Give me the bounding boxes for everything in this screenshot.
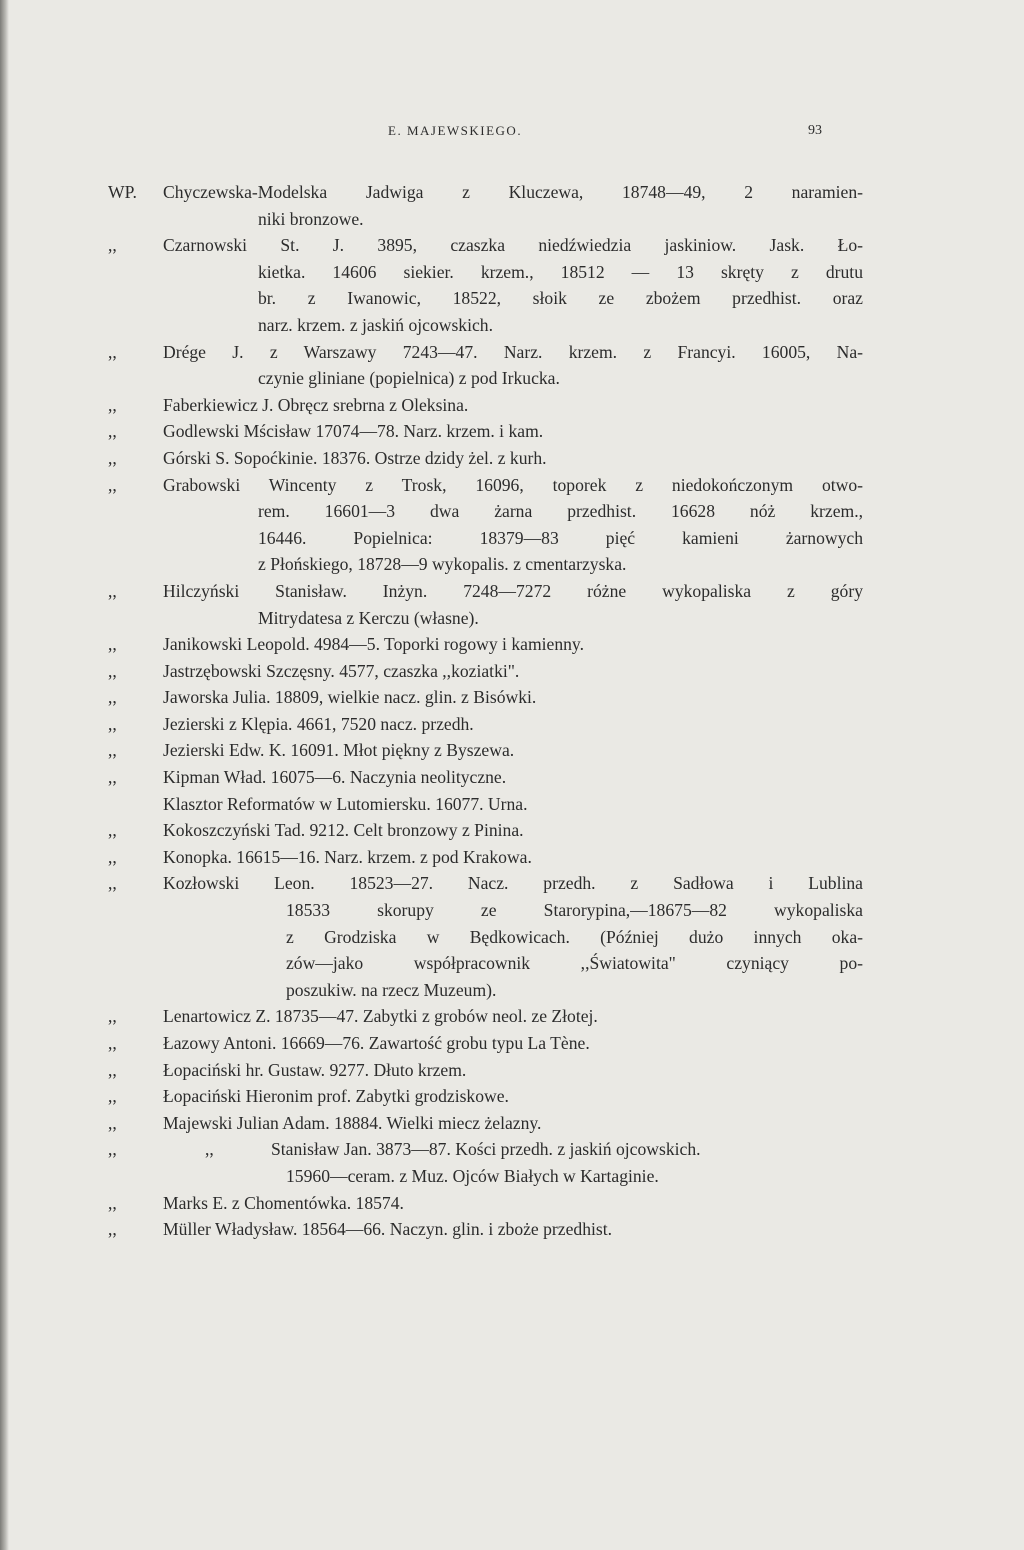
list-item xyxy=(0,817,1024,844)
entry-line: kietka. 14606 siekier. krzem., 18512 — 13 skręty z drutu xyxy=(258,261,863,282)
running-title: E. MAJEWSKIEGO. xyxy=(388,123,523,138)
entry-marker: ,, xyxy=(108,1033,117,1053)
list-item xyxy=(0,870,1024,1003)
list-item xyxy=(0,392,1024,419)
entry-line: 16446. Popielnica: 18379—83 pięć kamieni żarnowych xyxy=(258,527,863,548)
entry-line: Grabowski Wincenty z Trosk, 16096, toporek z niedokończonym otwo- xyxy=(163,474,863,495)
list-item xyxy=(0,1083,1024,1110)
entry-line: z Płońskiego, 18728—9 wykopalis. z cmentarzyska. xyxy=(258,554,627,575)
list-item xyxy=(0,737,1024,764)
entry-marker: ,, xyxy=(108,660,117,681)
entry-line: Jezierski Edw. K. 16091. Młot piękny z Byszewa. xyxy=(163,740,515,761)
entry-line: zów—jako współpracownik ,,Światowita" czyniący po- xyxy=(286,953,863,974)
entry-line: Janikowski Leopold. 4984—5. Toporki rogowy i kamienny. xyxy=(163,634,584,655)
entry-marker: ,, xyxy=(108,1059,117,1080)
entry-marker: ,, xyxy=(108,474,117,495)
entry-marker: ,, xyxy=(108,1219,117,1240)
entry-marker: ,, xyxy=(108,235,117,256)
list-item xyxy=(0,472,1024,578)
entry-line: narz. krzem. z jaskiń ojcowskich. xyxy=(258,314,493,335)
list-item xyxy=(0,658,1024,685)
entry-line: 18533 skorupy ze Starorypina,—18675—82 wykopaliska xyxy=(286,900,863,921)
entry-marker: ,, xyxy=(108,421,117,442)
entry-line: Jaworska Julia. 18809, wielkie nacz. glin. z Bisówki. xyxy=(163,687,537,708)
entry-line: Łopaciński Hieronim prof. Zabytki grodziskowe. xyxy=(163,1086,509,1107)
entry-marker: ,, xyxy=(108,1006,117,1027)
entry-line: Faberkiewicz J. Obręcz srebrna z Oleksina. xyxy=(163,394,469,415)
entry-line: Mitrydatesa z Kerczu (własne). xyxy=(258,607,479,628)
entry-line: z Grodziska w Będkowicach. (Później dużo innych oka- xyxy=(286,926,863,947)
entry-marker: ,, xyxy=(108,846,117,867)
entry-marker: ,, xyxy=(108,1139,117,1160)
entry-marker: ,, xyxy=(108,1192,117,1213)
list-item xyxy=(0,418,1024,445)
entry-line: Kozłowski Leon. 18523—27. Nacz. przedh. z Sadłowa i Lublina xyxy=(163,873,863,894)
entry-marker: ,, xyxy=(108,1086,117,1107)
entry-marker: ,, xyxy=(108,634,117,655)
list-item xyxy=(0,1190,1024,1217)
entry-line: Klasztor Reformatów w Lutomiersku. 16077. Urna. xyxy=(163,793,528,814)
entry-line: rem. 16601—3 dwa żarna przedhist. 16628 nóż krzem., xyxy=(258,501,863,522)
list-item xyxy=(0,1136,1024,1189)
entry-line: czynie gliniane (popielnica) z pod Irkucka. xyxy=(258,368,560,389)
list-item xyxy=(0,1030,1024,1057)
entry-line: Czarnowski St. J. 3895, czaszka niedźwiedzia jaskiniow. Jask. Ło- xyxy=(163,235,863,256)
entry-line: Kokoszczyński Tad. 9212. Celt bronzowy z Pinina. xyxy=(163,820,524,841)
list-item xyxy=(0,339,1024,392)
ditto-mark: ,, xyxy=(205,1139,214,1160)
list-item xyxy=(0,764,1024,791)
entry-marker: ,, xyxy=(108,580,117,601)
page-header xyxy=(0,119,1024,143)
list-item xyxy=(0,631,1024,658)
entry-marker: ,, xyxy=(108,873,117,894)
entry-marker: ,, xyxy=(108,713,117,734)
donor-list xyxy=(0,179,1024,1243)
page-number: 93 xyxy=(808,123,822,138)
entry-line: Kipman Wład. 16075—6. Naczynia neolityczne. xyxy=(163,767,507,788)
list-item xyxy=(0,791,1024,818)
entry-marker: ,, xyxy=(108,1112,117,1133)
entry-line: 15960—ceram. z Muz. Ojców Białych w Kartaginie. xyxy=(286,1165,659,1186)
entry-line: Marks E. z Chomentówka. 18574. xyxy=(163,1192,404,1213)
entry-marker: WP. xyxy=(108,182,137,202)
entry-line: Müller Władysław. 18564—66. Naczyn. glin. i zboże przedhist. xyxy=(163,1219,613,1240)
entry-marker: ,, xyxy=(108,341,117,362)
entry-line: Konopka. 16615—16. Narz. krzem. z pod Krakowa. xyxy=(163,846,532,867)
entry-marker: ,, xyxy=(108,447,117,468)
entry-line: niki bronzowe. xyxy=(258,208,364,229)
list-item xyxy=(0,684,1024,711)
list-item xyxy=(0,1057,1024,1084)
entry-line: Łazowy Antoni. 16669—76. Zawartość grobu typu La Tène. xyxy=(163,1033,590,1053)
list-item xyxy=(0,232,1024,338)
list-item xyxy=(0,711,1024,738)
entry-line: Hilczyński Stanisław. Inżyn. 7248—7272 różne wykopaliska z góry xyxy=(163,580,863,601)
entry-line: br. z Iwanowic, 18522, słoik ze zbożem przedhist. oraz xyxy=(258,288,863,309)
list-item xyxy=(0,1216,1024,1243)
entry-line: Majewski Julian Adam. 18884. Wielki miecz żelazny. xyxy=(163,1112,542,1133)
list-item xyxy=(0,1003,1024,1030)
entry-line: Stanisław Jan. 3873—87. Kości przedh. z jaskiń ojcowskich. xyxy=(271,1139,701,1160)
entry-line: Chyczewska-Modelska Jadwiga z Kluczewa, 18748—49, 2 naramien- xyxy=(163,182,863,202)
entry-marker: ,, xyxy=(108,740,117,761)
list-item xyxy=(0,1110,1024,1137)
entry-marker: ,, xyxy=(108,767,117,788)
entry-marker: ,, xyxy=(108,394,117,415)
list-item xyxy=(0,578,1024,631)
entry-line: Łopaciński hr. Gustaw. 9277. Dłuto krzem. xyxy=(163,1059,467,1080)
entry-line: Lenartowicz Z. 18735—47. Zabytki z grobów neol. ze Złotej. xyxy=(163,1006,598,1027)
entry-marker: ,, xyxy=(108,687,117,708)
entry-line: poszukiw. na rzecz Muzeum). xyxy=(286,979,497,1000)
entry-line: Jezierski z Klępia. 4661, 7520 nacz. przedh. xyxy=(163,713,474,734)
entry-line: Godlewski Mścisław 17074—78. Narz. krzem. i kam. xyxy=(163,421,544,442)
entry-line: Drége J. z Warszawy 7243—47. Narz. krzem. z Francyi. 16005, Na- xyxy=(163,341,863,362)
list-item xyxy=(0,445,1024,472)
entry-line: Jastrzębowski Szczęsny. 4577, czaszka ,,koziatki". xyxy=(163,660,520,681)
list-item xyxy=(0,844,1024,871)
entry-marker: ,, xyxy=(108,820,117,841)
entry-line: Górski S. Sopoćkinie. 18376. Ostrze dzidy żel. z kurh. xyxy=(163,447,547,468)
list-item xyxy=(0,179,1024,232)
